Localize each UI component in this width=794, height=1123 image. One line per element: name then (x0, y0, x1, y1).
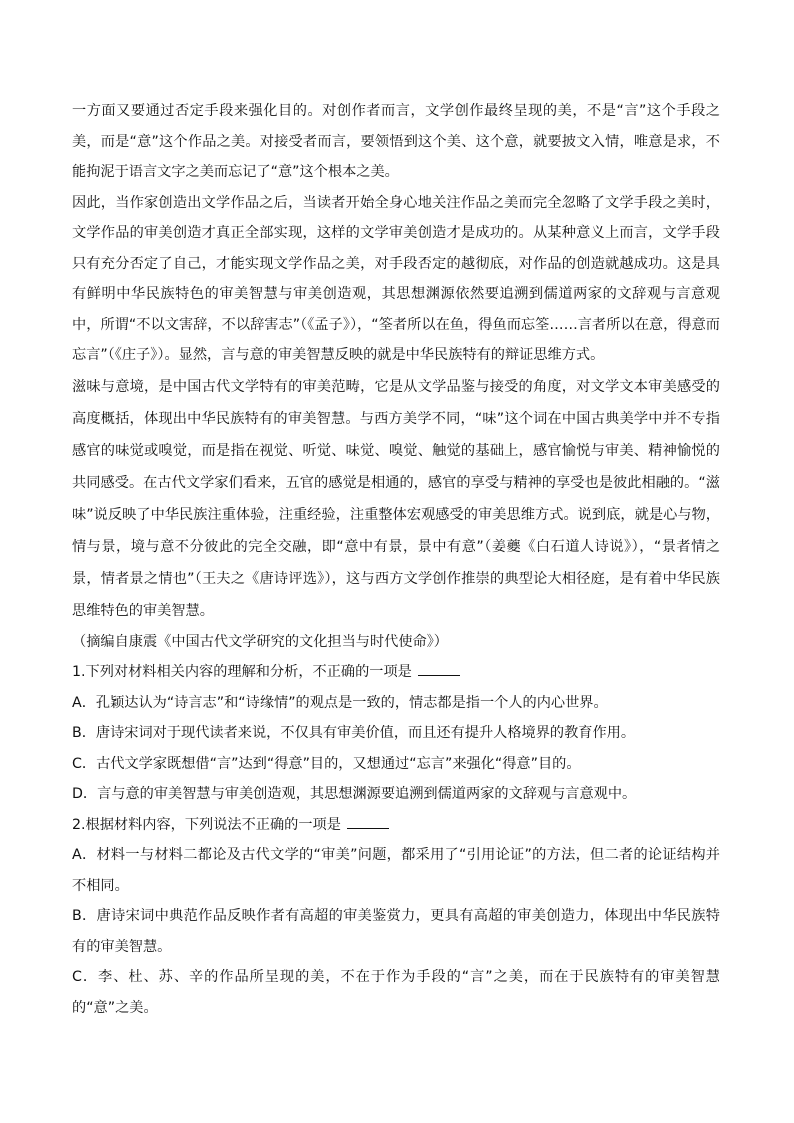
question-2-stem-text: 2.根据材料内容，下列说法不正确的一项是 (72, 816, 341, 833)
source-citation: （摘编自康震《中国古代文学研究的文化担当与时代使命》） (72, 633, 448, 650)
question-1-stem (72, 657, 720, 688)
question-1-option-d[interactable]: D．言与意的审美智慧与审美创造观，其思想渊源要追溯到儒道两家的文辞观与言意观中。 (72, 786, 637, 802)
answer-blank[interactable] (418, 661, 460, 676)
question-2-option-b[interactable]: B．唐诗宋词中典范作品反映作者有高超的审美鉴赏力，更具有高超的审美创造力，体现出中华民族特有的审美智慧。 (72, 908, 720, 955)
question-2-option-a[interactable]: A．材料一与材料二都论及古代文学的“审美”问题，都采用了“引用论证”的方法，但二者的论证结构并不相同。 (72, 847, 720, 894)
question-1-option-c[interactable]: C．古代文学家既想借“言”达到“得意”目的，又想通过“忘言”来强化“得意”目的。 (72, 755, 581, 772)
paragraph-1: 一方面又要通过否定手段来强化目的。对创作者而言，文学创作最终呈现的美，不是“言”这个手段之美，而是“意”这个作品之美。对接受者而言，要领悟到这个美、这个意，就要披文入情，唯意是求，不能拘泥于语言文字之美而忘记了“意”这个根本之美。 (72, 103, 720, 180)
paragraph-3: 滋味与意境，是中国古代文学特有的审美范畴，它是从文学品鉴与接受的角度，对文学文本审美感受的高度概括，体现出中华民族特有的审美智慧。与西方美学不同，“味”这个词在中国古典美学中并不专指感官的味觉或嗅觉，而是指在视觉、听觉、味觉、嗅觉、触觉的基础上，感官愉悦与审美、精神愉悦的共同感受。在古代文学家们看来，五官的感觉是相通的，感官的享受与精神的享受也是彼此相融的。“滋味”说反映了中华民族注重体验，注重经验，注重整体宏观感受的审美思维方式。说到底，就是心与物，情与景，境与意不分彼此的完全交融，即“意中有景，景中有意”（姜夔《白石道人诗说》），“景者情之景，情者景之情也”（王夫之《唐诗评选》），这与西方文学创作推崇的典型论大相径庭，是有着中华民族思维特色的审美智慧。 (72, 378, 720, 619)
document-page (72, 96, 720, 1023)
paragraph-2: 因此，当作家创造出文学作品之后，当读者开始全身心地关注作品之美而完全忽略了文学手段之美时，文学作品的审美创造才真正全部实现，这样的文学审美创造才是成功的。从某种意义上而言，文学手段只有充分否定了自己，才能实现文学作品之美，对手段否定的越彻底，对作品的创造就越成功。这是具有鲜明中华民族特色的审美智慧与审美创造观，其思想渊源依然要追溯到儒道两家的文辞观与言意观中，所谓“不以文害辞，不以辞害志”（《孟子》），“筌者所以在鱼，得鱼而忘筌……言者所以在意，得意而忘言”（《庄子》）。显然，言与意的审美智慧反映的就是中华民族特有的辩证思维方式。 (72, 194, 720, 363)
question-1-option-a[interactable]: A．孔颖达认为“诗言志”和“诗缘情”的观点是一致的，情志都是指一个人的内心世界。 (72, 694, 608, 711)
question-2 (72, 810, 720, 1024)
question-1-stem-text: 1.下列对材料相关内容的理解和分析，不正确的一项是 (72, 664, 412, 680)
answer-blank[interactable] (347, 814, 389, 829)
question-2-option-c[interactable]: C．李、杜、苏、辛的作品所呈现的美，不在于作为手段的“言”之美，而在于民族特有的审美智慧的“意”之美。 (72, 969, 720, 1016)
question-2-stem (72, 810, 720, 841)
question-1 (72, 657, 720, 810)
question-1-option-b[interactable]: B．唐诗宋词对于现代读者来说，不仅具有审美价值，而且还有提升人格境界的教育作用。 (72, 725, 636, 741)
